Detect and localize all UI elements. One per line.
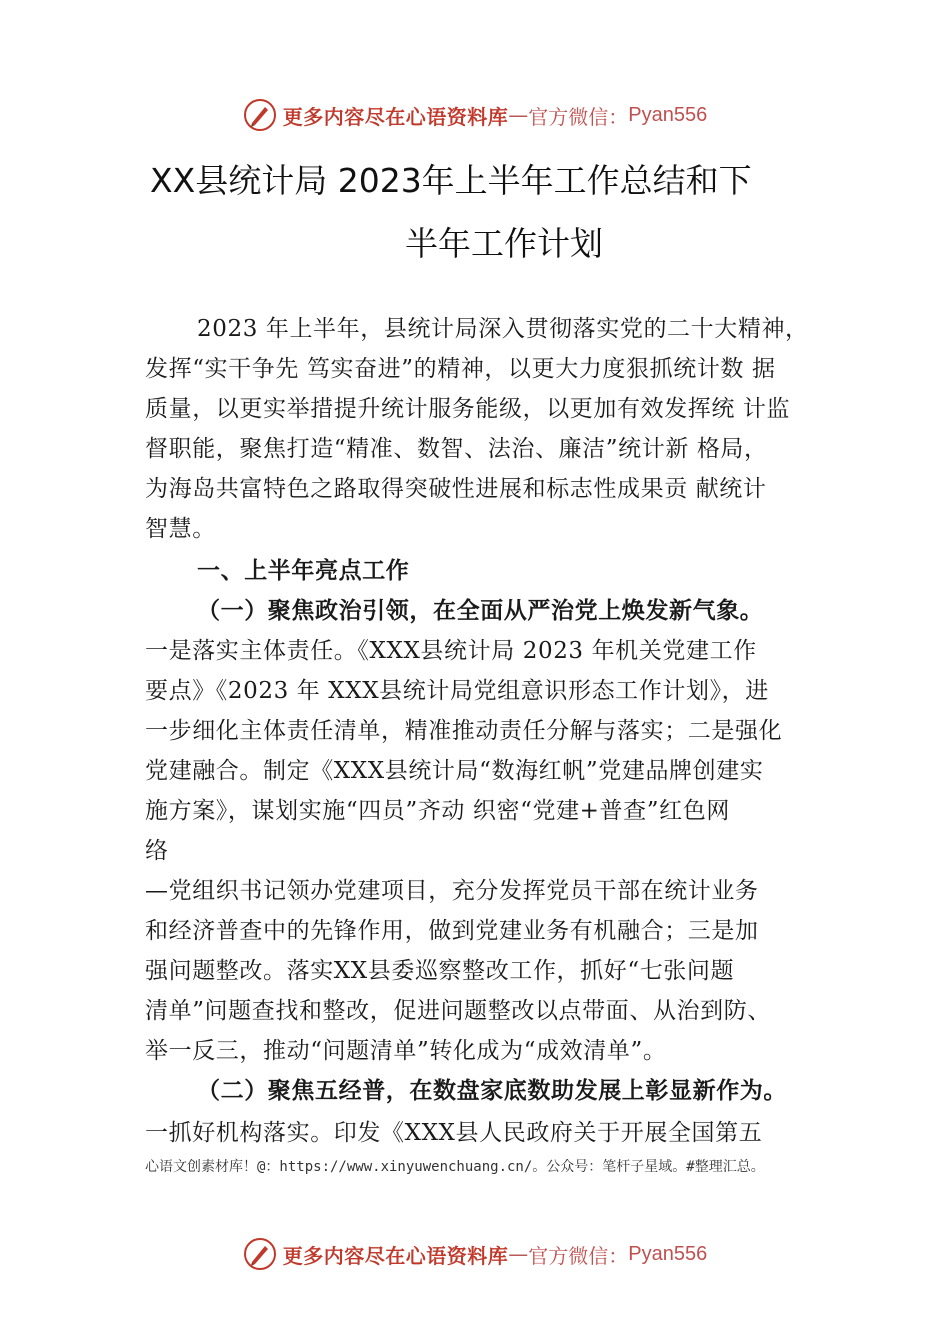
body-line: 一抓好机构落实。印发《XXX县人民政府关于开展全国第五 — [145, 1120, 763, 1146]
subsection-heading: （一）聚焦政治引领，在全面从严治党上焕发新气象。 — [197, 597, 764, 624]
subsection-heading: （二）聚焦五经普，在数盘家底数助发展上彰显新作为。 — [197, 1077, 787, 1104]
banner-brand: 更多内容尽在心语资料库 — [282, 104, 509, 129]
body-line: 质量，以更实举措提升统计服务能级，以更加有效发挥统 计监 — [145, 396, 791, 422]
pen-logo-icon — [243, 98, 277, 132]
banner-tag: 官方微信： — [528, 104, 629, 129]
document-title-line-1: XX县统计局 2023年上半年工作总结和下 — [150, 161, 752, 200]
body-line: 一是落实主体责任。《XXX县统计局 2023 年机关党建工作 — [145, 638, 757, 664]
banner-dash: — — [508, 1242, 529, 1266]
body-line: 党建融合。制定《XXX县统计局“数海红帆”党建品牌创建实 — [145, 758, 764, 784]
body-line: 施方案》，谋划实施“四员”齐动 织密“党建+普查”红色网 — [145, 798, 730, 824]
body-line: 2023 年上半年，县统计局深入贯彻落实党的二十大精神， — [197, 316, 809, 342]
body-line: 要点》《2023 年 XXX县统计局党组意识形态工作计划》，进 — [145, 678, 769, 704]
header-banner — [0, 95, 950, 135]
body-line: 举一反三，推动“问题清单”转化成为“成效清单”。 — [145, 1038, 667, 1064]
banner-dash: — — [508, 103, 529, 127]
banner-tag: 官方微信： — [528, 1243, 629, 1268]
footer-banner — [0, 1234, 950, 1274]
section-heading: 一、上半年亮点工作 — [197, 558, 410, 584]
body-line: 强问题整改。落实XX县委巡察整改工作，抓好“七张问题 — [145, 958, 735, 984]
body-line: 发挥“实干争先 笃实奋进”的精神，以更大力度狠抓统计数 据 — [145, 356, 776, 382]
banner-brand: 更多内容尽在心语资料库 — [282, 1243, 509, 1268]
document-title-line-2: 半年工作计划 — [405, 224, 603, 263]
body-line: 一步细化主体责任清单，精准推动责任分解与落实；二是强化 — [145, 718, 783, 744]
body-line: 为海岛共富特色之路取得突破性进展和标志性成果贡 献统计 — [145, 476, 767, 502]
body-line: 清单”问题查找和整改，促进问题整改以点带面、从治到防、 — [145, 998, 771, 1024]
body-line: 络 — [145, 838, 169, 864]
body-line: 智慧。 — [145, 516, 216, 542]
pen-logo-icon — [243, 1237, 277, 1271]
footer-source-note: 心语文创素材库！@：https://www.xinyuwenchuang.cn/。公众号：笔杆子星域。#整理汇总。 — [145, 1159, 765, 1175]
body-line: 督职能，聚焦打造“精准、数智、法治、廉洁”统计新 格局， — [145, 436, 768, 462]
body-line: 和经济普查中的先锋作用，做到党建业务有机融合；三是加 — [145, 918, 759, 944]
banner-wechat-id: Pyan556 — [628, 1242, 708, 1265]
banner-wechat-id: Pyan556 — [628, 103, 708, 126]
body-line: —党组织书记领办党建项目，充分发挥党员干部在统计业务 — [145, 878, 759, 904]
